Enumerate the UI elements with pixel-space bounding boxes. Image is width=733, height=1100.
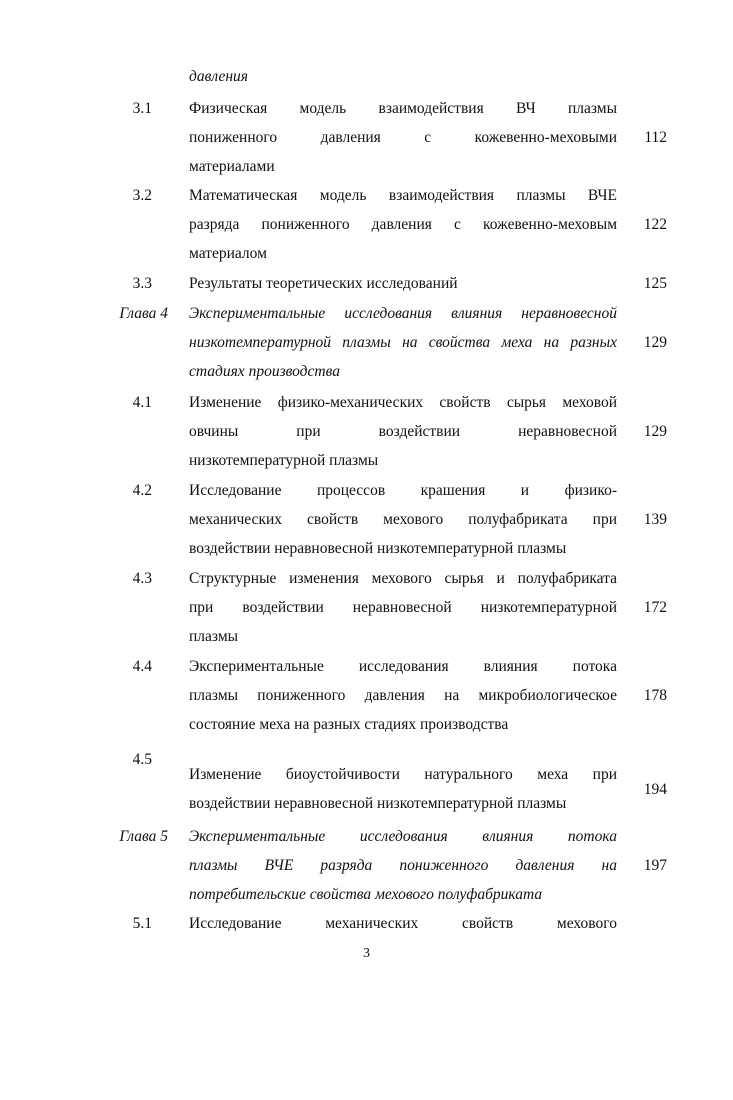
toc-entry-number: 4.5 [132, 751, 152, 768]
toc-entry-page: 129 [643, 423, 667, 440]
toc-entry-number: 4.1 [132, 394, 152, 411]
toc-title-line: овчины при воздействии неравновесной [189, 423, 617, 440]
toc-entry-title [189, 822, 617, 909]
toc-title-line: Экспериментальные исследования влияния потока [189, 658, 617, 675]
toc-title-line: материалами [189, 158, 275, 175]
toc-entry-page: 197 [643, 857, 667, 874]
toc-entry-title [189, 652, 617, 739]
toc-entry-title [189, 388, 617, 475]
toc-title-line: воздействии неравновесной низкотемпературной плазмы [189, 795, 567, 812]
toc-title-line: давления [189, 68, 248, 85]
toc-title-line: механических свойств мехового полуфабриката при [189, 511, 617, 528]
toc-entry-page: 172 [643, 599, 667, 616]
toc-title-line: Экспериментальные исследования влияния неравновесной [189, 305, 617, 322]
toc-entry-number: 4.3 [132, 570, 152, 587]
toc-title-line: Структурные изменения мехового сырья и полуфабриката [189, 570, 617, 587]
toc-entry-number: Глава 5 [119, 828, 168, 845]
toc-entry-title [189, 94, 617, 181]
toc-title-line: пониженного давления с кожевенно-меховыми [189, 129, 617, 146]
toc-title-line: воздействии неравновесной низкотемпературной плазмы [189, 540, 567, 557]
toc-entry-page: 112 [644, 129, 667, 146]
toc-title-line: Исследование механических свойств мехового [189, 915, 617, 932]
toc-entry-page: 139 [643, 511, 667, 528]
toc-title-line: материалом [189, 245, 267, 262]
toc-entry-number: 4.2 [132, 482, 152, 499]
toc-title-line: Математическая модель взаимодействия плазмы ВЧЕ [189, 187, 617, 204]
toc-entry-number: 4.4 [132, 658, 152, 675]
toc-entry-title [189, 62, 617, 91]
page-number: 3 [363, 946, 370, 961]
toc-title-line: Физическая модель взаимодействия ВЧ плазмы [189, 100, 617, 117]
toc-entry-title [189, 269, 617, 298]
toc-entry-title [189, 564, 617, 651]
toc-title-line: низкотемпературной плазмы на свойства меха на разных [189, 334, 617, 351]
toc-title-line: Изменение биоустойчивости натурального меха при [189, 766, 617, 783]
toc-entry-page: 129 [643, 334, 667, 351]
toc-title-line: Экспериментальные исследования влияния потока [189, 828, 617, 845]
toc-entry-page: 194 [643, 781, 667, 798]
toc-title-line: состояние меха на разных стадиях производства [189, 716, 509, 733]
toc-title-line: потребительские свойства мехового полуфабриката [189, 886, 543, 903]
toc-entry-title [189, 181, 617, 268]
toc-entry-title [189, 299, 617, 386]
toc-entry-page: 125 [643, 275, 667, 292]
toc-title-line: плазмы пониженного давления на микробиологическое [189, 687, 617, 704]
toc-entry-title [189, 909, 617, 938]
toc-title-line: низкотемпературной плазмы [189, 452, 379, 469]
toc-title-line: Результаты теоретических исследований [189, 275, 458, 292]
toc-title-line: плазмы ВЧЕ разряда пониженного давления на [189, 857, 617, 874]
toc-entry-number: Глава 4 [119, 305, 168, 322]
toc-entry-page: 122 [643, 216, 667, 233]
toc-entry-number: 5.1 [132, 915, 152, 932]
toc-entry-number: 3.3 [132, 275, 152, 292]
toc-title-line: Изменение физико-механических свойств сырья меховой [189, 394, 617, 411]
toc-entry-number: 3.1 [132, 100, 152, 117]
toc-entry-title [189, 760, 617, 818]
toc-title-line: разряда пониженного давления с кожевенно-меховым [189, 216, 617, 233]
toc-title-line: при воздействии неравновесной низкотемпературной [189, 599, 617, 616]
toc-title-line: плазмы [189, 628, 239, 645]
toc-entry-page: 178 [643, 687, 667, 704]
toc-title-line: Исследование процессов крашения и физико- [189, 482, 617, 499]
toc-entry-number: 3.2 [132, 187, 152, 204]
toc-entry-title [189, 476, 617, 563]
toc-title-line: стадиях производства [189, 363, 340, 380]
